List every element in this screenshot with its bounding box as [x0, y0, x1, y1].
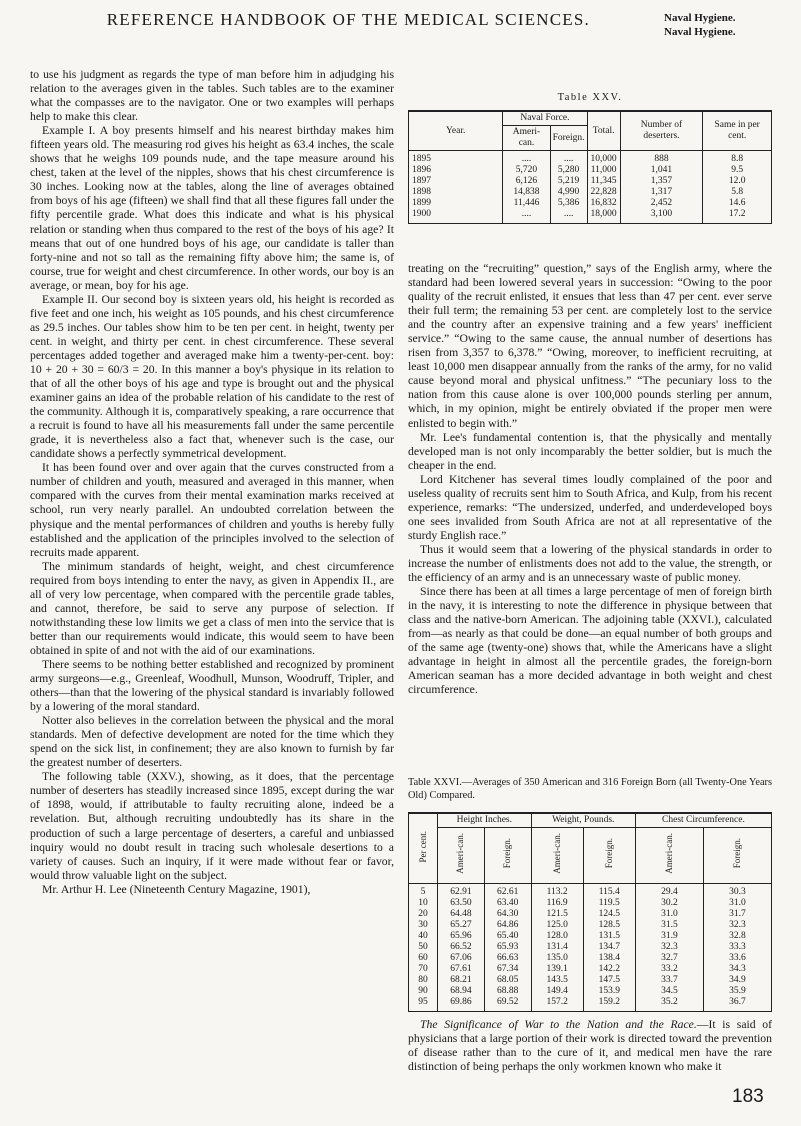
col-header-height: Height Inches.	[438, 813, 532, 828]
american-cell: 5,720	[503, 165, 550, 176]
pct-cell: 40	[409, 931, 438, 942]
table-row	[409, 209, 772, 224]
col-header-american: Ameri-can.	[551, 833, 562, 874]
table-row	[409, 176, 772, 187]
paragraph: Since there has been at all times a large percentage of men of foreign birth in the navy, it is interesting to note the difference in physique between that class and the native-born American. The adjoining table (XXVI.), calculated from—as nearly as that could be done—an equal number of both groups and of the same age (twenty-one) shows that, while the Americans have a slight advantage in height in almost all the percentile grades, the foreign-born American seaman has a more decided advantage in both weight and chest circumference.	[408, 585, 772, 697]
total-cell: 16,832	[587, 198, 620, 209]
paragraph: The following table (XXV.), showing, as it does, that the percentage number of deserters has steadily increased since 1895, except during the war of 1898, would, if attributable to faulty recruiting alone, indeed be a revelation. But, although recruiting undoubtedly has its share in the production of such a large percentage of deserters, a careful and unbiassed inquiry would no doubt result in tracing such wholesale desertions to a variety of causes. Such an inquiry, if it were made without fear or favor, would throw valuable light on the subject.	[30, 770, 394, 882]
w-fo-cell: 159.2	[583, 997, 635, 1012]
w-fo-cell: 124.5	[583, 909, 635, 920]
american-cell: ....	[503, 151, 550, 166]
table-row	[409, 898, 772, 909]
paragraph: Notter also believes in the correlation between the physical and the moral standards. Men of defective development are noted for the time which they spend on the sick list, in confinement; they are also known to furnish by far the greatest number of deserters.	[30, 714, 394, 770]
col-header-american: Ameri-can.	[663, 833, 674, 874]
h-fo-cell: 64.86	[484, 920, 531, 931]
deserters-cell: 3,100	[620, 209, 703, 224]
c-am-cell: 32.3	[635, 942, 703, 953]
year-cell: 1898	[409, 187, 503, 198]
c-am-cell: 35.2	[635, 997, 703, 1012]
col-header-foreign: Foreign.	[731, 838, 742, 869]
col-header-weight: Weight, Pounds.	[531, 813, 635, 828]
col-header-same-pct: Same in per cent.	[703, 111, 772, 151]
col-header-naval-force: Naval Force.	[503, 111, 587, 126]
year-cell: 1895	[409, 151, 503, 166]
h-am-cell: 67.06	[438, 953, 485, 964]
w-am-cell: 125.0	[531, 920, 583, 931]
table-row	[409, 942, 772, 953]
table-caption: Table XXV.	[557, 92, 623, 103]
pct-cell: 20	[409, 909, 438, 920]
deserters-cell: 888	[620, 151, 703, 166]
right-column	[408, 262, 772, 697]
page-number: 183	[732, 1086, 764, 1107]
year-cell: 1900	[409, 209, 503, 224]
w-fo-cell: 142.2	[583, 964, 635, 975]
c-am-cell: 31.9	[635, 931, 703, 942]
paragraph: There seems to be nothing better established and recognized by prominent army surgeons—e.g., Greenleaf, Woodhull, Munson, Woodruff, Tripler, and others—than that the lowering of the physical standard is invariably followed by a lowering of the moral standard.	[30, 657, 394, 714]
w-am-cell: 128.0	[531, 931, 583, 942]
col-header-percent: Per cent.	[417, 830, 428, 863]
c-fo-cell: 30.3	[703, 884, 771, 899]
c-fo-cell: 35.9	[703, 986, 771, 997]
foreign-cell: 5,386	[550, 198, 587, 209]
w-am-cell: 131.4	[531, 942, 583, 953]
foreign-cell: 5,280	[550, 165, 587, 176]
col-header-deserters: Number of deserters.	[620, 111, 703, 151]
w-fo-cell: 128.5	[583, 920, 635, 931]
total-cell: 11,000	[587, 165, 620, 176]
left-column	[30, 68, 394, 897]
col-header-american: Ameri-can.	[503, 126, 550, 151]
paragraph: It has been found over and over again that the curves constructed from a number of children and youth, measured and averaged in this manner, when compared with the curves from their mental examination marks received at school, run very nearly parallel. An undoubted correlation between the physique and the mental performances of children and youths is hereby fully established and the application of the principles involved to the selection of recruits made apparent.	[30, 461, 394, 559]
h-am-cell: 68.94	[438, 986, 485, 997]
total-cell: 18,000	[587, 209, 620, 224]
american-cell: 14,838	[503, 187, 550, 198]
pct-cell: 70	[409, 964, 438, 975]
year-cell: 1897	[409, 176, 503, 187]
table-row	[409, 920, 772, 931]
pct-cell: 50	[409, 942, 438, 953]
deserters-cell: 1,317	[620, 187, 703, 198]
h-am-cell: 65.27	[438, 920, 485, 931]
closing-section	[408, 1018, 772, 1074]
h-am-cell: 66.52	[438, 942, 485, 953]
c-am-cell: 32.7	[635, 953, 703, 964]
c-fo-cell: 32.8	[703, 931, 771, 942]
col-header-foreign: Foreign.	[603, 838, 614, 869]
pct-cell: 90	[409, 986, 438, 997]
w-am-cell: 116.9	[531, 898, 583, 909]
table-xxv	[408, 92, 772, 224]
c-am-cell: 33.2	[635, 964, 703, 975]
paragraph: —It is said of physicians that a large portion of their work is directed toward the prevention of disease rather than to the cure of it, and medical men have the rare distinction of being perhaps the only workmen known who make it	[408, 1018, 773, 1074]
american-cell: 11,446	[503, 198, 550, 209]
section-heading: The Significance of War to the Nation and the Race.	[420, 1018, 697, 1031]
w-am-cell: 135.0	[531, 953, 583, 964]
c-fo-cell: 36.7	[703, 997, 771, 1012]
h-fo-cell: 63.40	[484, 898, 531, 909]
table-row	[409, 975, 772, 986]
h-am-cell: 64.48	[438, 909, 485, 920]
section-tag: Naval Hygiene.	[664, 12, 736, 24]
table-xxvi	[408, 776, 772, 1012]
section-tag: Naval Hygiene.	[664, 26, 736, 38]
table-row	[409, 884, 772, 899]
w-am-cell: 121.5	[531, 909, 583, 920]
pct-cell: 12.0	[703, 176, 772, 187]
w-fo-cell: 131.5	[583, 931, 635, 942]
c-am-cell: 31.5	[635, 920, 703, 931]
total-cell: 10,000	[587, 151, 620, 166]
total-cell: 11,345	[587, 176, 620, 187]
foreign-cell: 4,990	[550, 187, 587, 198]
w-fo-cell: 147.5	[583, 975, 635, 986]
h-fo-cell: 65.40	[484, 931, 531, 942]
c-fo-cell: 31.7	[703, 909, 771, 920]
c-am-cell: 31.0	[635, 909, 703, 920]
h-fo-cell: 64.30	[484, 909, 531, 920]
c-fo-cell: 33.3	[703, 942, 771, 953]
foreign-cell: ....	[550, 209, 587, 224]
table-row	[409, 931, 772, 942]
paragraph: Thus it would seem that a lowering of the physical standards in order to increase the number of enlistments does not add to the value, the strength, or the efficiency of an army and is an unnecessary waste of public money.	[408, 542, 772, 585]
table-caption: Table XXVI.—Averages of 350 American and 316 Foreign Born (all Twenty-One Years Old) Compared.	[408, 777, 772, 801]
c-fo-cell: 32.3	[703, 920, 771, 931]
h-fo-cell: 67.34	[484, 964, 531, 975]
american-cell: 6,126	[503, 176, 550, 187]
pct-cell: 17.2	[703, 209, 772, 224]
w-am-cell: 149.4	[531, 986, 583, 997]
w-fo-cell: 119.5	[583, 898, 635, 909]
pct-cell: 10	[409, 898, 438, 909]
pct-cell: 5.8	[703, 187, 772, 198]
h-am-cell: 62.91	[438, 884, 485, 899]
h-fo-cell: 65.93	[484, 942, 531, 953]
foreign-cell: ....	[550, 151, 587, 166]
table-row	[409, 187, 772, 198]
w-fo-cell: 153.9	[583, 986, 635, 997]
table-row	[409, 964, 772, 975]
paragraph: Example II. Our second boy is sixteen years old, his height is recorded as five feet and one inch, his weight as 105 pounds, and his chest circumference as 29.5 inches. Our tables show him to be ten per cent. in height, twenty per cent. in weight, and thirty per cent. in chest circumference. These several percentages added together and averaged make him a twenty-per-cent. boy: 10 + 20 + 30 = 60/3 = 20. In this manner a boy's physique in its relation to that of all the other boys of his age and type is brought out and the physical examiner gains an idea of the probable relation of his candidate to the rest of the community. Although it is, comparatively speaking, a rare occurrence that a recruit is found to have all his measurements fall under the same percentile grade, it is nevertheless also a fact that, whenever such is the case, our candidate shows a perfectly symmetrical development.	[30, 292, 394, 461]
paragraph: Mr. Arthur H. Lee (Nineteenth Century Magazine, 1901),	[42, 882, 311, 896]
w-am-cell: 157.2	[531, 997, 583, 1012]
h-fo-cell: 66.63	[484, 953, 531, 964]
deserters-cell: 1,041	[620, 165, 703, 176]
pct-cell: 95	[409, 997, 438, 1012]
running-title: REFERENCE HANDBOOK OF THE MEDICAL SCIENCES.	[106, 10, 590, 29]
deserters-cell: 1,357	[620, 176, 703, 187]
pct-cell: 5	[409, 884, 438, 899]
pct-cell: 60	[409, 953, 438, 964]
col-header-year: Year.	[409, 111, 503, 151]
pct-cell: 14.6	[703, 198, 772, 209]
total-cell: 22,828	[587, 187, 620, 198]
deserters-cell: 2,452	[620, 198, 703, 209]
table-row	[409, 151, 772, 166]
table-row	[409, 953, 772, 964]
paragraph: treating on the “recruiting” question,” says of the English army, where the standard had been lowered several years in succession: “Owing to the poor quality of the recruit enlisted, it ensues that less than 47 per cent. ever serve their full term; the remaining 53 per cent. are completely lost to the service and the country after an expensive training and a few years' inefficient service.” “Owing to the same cause, the annual number of desertions has risen from 3,357 to 6,378.” “Owing, moreover, to inefficient recruiting, at least 10,000 men disappear annually from the ranks of the army, for no valid cause beyond moral and physical unfitness.” “The pecuniary loss to the nation from this cause alone is over 100,000 pounds sterling per annum, which, in my opinion, might be entirely obviated if the proper men were enlisted to begin with.”	[408, 262, 772, 430]
year-cell: 1896	[409, 165, 503, 176]
col-header-foreign: Foreign.	[502, 838, 513, 869]
h-fo-cell: 62.61	[484, 884, 531, 899]
col-header-american: Ameri-can.	[455, 833, 466, 874]
h-am-cell: 63.50	[438, 898, 485, 909]
h-fo-cell: 68.88	[484, 986, 531, 997]
paragraph: Mr. Lee's fundamental contention is, that the physically and mentally developed man is not only incomparably the better soldier, but is much the cheaper in the end.	[408, 430, 772, 472]
foreign-cell: 5,219	[550, 176, 587, 187]
col-header-foreign: Foreign.	[550, 126, 587, 151]
table-row	[409, 986, 772, 997]
c-fo-cell: 31.0	[703, 898, 771, 909]
col-header-total: Total.	[587, 111, 620, 151]
table-row	[409, 198, 772, 209]
h-fo-cell: 69.52	[484, 997, 531, 1012]
paragraph: Lord Kitchener has several times loudly complained of the poor and useless quality of recruits sent him to South Africa, and Kulp, from his recent experience, remarks: “The undersized, underfed, and underdeveloped boys one sees invalided from South Africa are not at all representative of the sturdy English race.”	[408, 472, 772, 542]
c-fo-cell: 34.3	[703, 964, 771, 975]
pct-cell: 9.5	[703, 165, 772, 176]
paragraph: Example I. A boy presents himself and his nearest birthday makes him fifteen years old. The measuring rod gives his height as 63.4 inches, the scale shows that he weighs 109 pounds nude, and the tape measure around his chest, taken at the level of the nipples, shows that his chest circumference is 30 inches. Looking now at the tables, along the line of averages obtained from boys of his age (fifteen) we shall find that all these figures fall under the fifty percentile grade. What does this indicate and what is his physical relation or standing when thus compared to the rest of the boys of his age? It means that out of one hundred boys of his age, our candidate is taller than forty-nine and not so tall as the remaining fifty above him; the same is, of course, true for weight and chest circumference. In other words, our boy is an average, or mean, boy for his age.	[30, 124, 394, 292]
table-row	[409, 997, 772, 1012]
h-am-cell: 68.21	[438, 975, 485, 986]
c-am-cell: 29.4	[635, 884, 703, 899]
w-am-cell: 139.1	[531, 964, 583, 975]
pct-cell: 80	[409, 975, 438, 986]
table-row	[409, 909, 772, 920]
paragraph: The minimum standards of height, weight, and chest circumference required from boys intending to enter the navy, as given in Appendix II., are all of very low percentage, when compared with the percentile grade tables, and cannot, therefore, be said to serve any purpose of selection. If notwithstanding these low limits we get a class of men into the service that is better than our requirements would indicate, this would seem to have been obtained in spite of and not with the aid of our examinations.	[30, 559, 394, 657]
year-cell: 1899	[409, 198, 503, 209]
c-am-cell: 30.2	[635, 898, 703, 909]
paragraph: to use his judgment as regards the type of man before him in adjudging his relation to the averages given in the tables. Such tables are to the examiner what the compasses are to the navigator. One or two examples will perhaps help to make this clear.	[30, 68, 394, 124]
pct-cell: 8.8	[703, 151, 772, 166]
pct-cell: 30	[409, 920, 438, 931]
h-am-cell: 69.86	[438, 997, 485, 1012]
c-fo-cell: 33.6	[703, 953, 771, 964]
h-fo-cell: 68.05	[484, 975, 531, 986]
h-am-cell: 65.96	[438, 931, 485, 942]
w-fo-cell: 115.4	[583, 884, 635, 899]
w-fo-cell: 138.4	[583, 953, 635, 964]
table-row	[409, 165, 772, 176]
c-am-cell: 33.7	[635, 975, 703, 986]
c-am-cell: 34.5	[635, 986, 703, 997]
col-header-chest: Chest Circumference.	[635, 813, 771, 828]
american-cell: ....	[503, 209, 550, 224]
w-am-cell: 143.5	[531, 975, 583, 986]
w-fo-cell: 134.7	[583, 942, 635, 953]
c-fo-cell: 34.9	[703, 975, 771, 986]
w-am-cell: 113.2	[531, 884, 583, 899]
h-am-cell: 67.61	[438, 964, 485, 975]
